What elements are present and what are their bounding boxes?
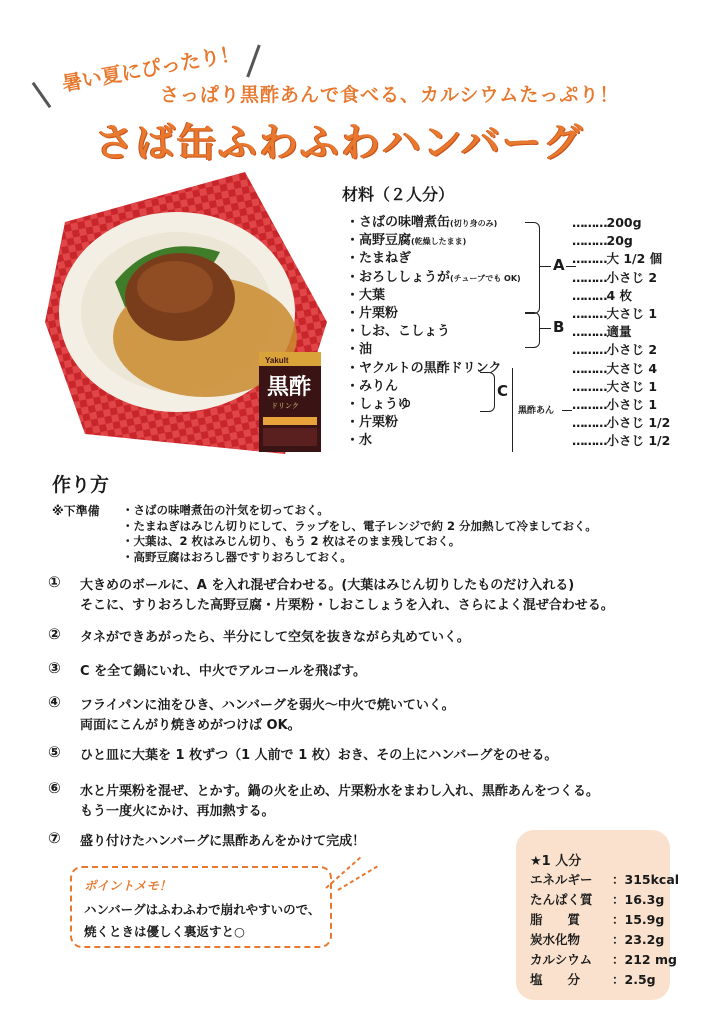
group-a-label: A: [553, 256, 565, 274]
step-number: ⑤: [48, 743, 61, 761]
bracket-b: [525, 312, 540, 348]
prep-line: ・大葉は、2 枚はみじん切り、もう 2 枚はそのまま残しておく。: [122, 534, 461, 548]
ingredient-qty: ………200g: [572, 215, 642, 230]
ingredient-qty: ………小さじ 1/2: [572, 433, 671, 449]
ingredient-qty: ………小さじ 1: [572, 397, 658, 412]
ingredient-qty: ………小さじ 1/2: [572, 415, 671, 431]
ingredient-qty: ………大 1/2 個: [572, 251, 663, 267]
step-number: ②: [48, 625, 61, 643]
ingredient-name: ・高野豆腐(乾燥したまま): [346, 233, 467, 249]
dish-photo: [45, 172, 327, 454]
step-text: ひと皿に大葉を 1 枚ずつ（1 人前で 1 枚）おき、その上にハンバーグをのせる。: [80, 748, 558, 763]
step-text: 水と片栗粉を混ぜ、とかす。鍋の火を止め、片栗粉水をまわし入れ、黒酢あんをつくる。: [80, 784, 599, 799]
bracket-an: [512, 368, 513, 452]
kurozu-drink-product: [259, 352, 321, 452]
ingredient-name: ・片栗粉: [346, 415, 399, 431]
product-name: 黒酢: [267, 375, 312, 400]
ingredient-qty: ………大さじ 1: [572, 378, 658, 394]
prep-line: ・さばの味噌煮缶の汁気を切っておく。: [122, 503, 329, 517]
ingredient-name: ・みりん: [346, 378, 399, 394]
nutrition-row: 脂 質 ：15.9g: [530, 912, 665, 927]
tagline-kurozu: さっぱり黒酢あんで食べる、カルシウムたっぷり！: [160, 84, 620, 106]
step-text: タネができあがったら、半分にして空気を抜きながら丸めていく。: [80, 630, 470, 645]
decor-slash-right: [246, 45, 260, 78]
ingredient-name: ・しょうゆ: [346, 397, 412, 412]
decor-slash-left: [32, 82, 52, 108]
kurozu-an-label: 黒酢あん: [518, 406, 555, 416]
ingredient-name: ・ヤクルトの黒酢ドリンク: [346, 360, 502, 376]
nutrition-title: ★1 人分: [530, 854, 582, 869]
prep-line: ・たまねぎはみじん切りにして、ラップをし、電子レンジで約 2 分加熱して冷ましておく。: [122, 518, 597, 533]
ingredient-name: ・おろししょうが(チューブでも OK): [346, 269, 521, 285]
ingredient-qty: ………大さじ 4: [572, 360, 658, 376]
memo-line: ハンバーグはふわふわで崩れやすいので、: [84, 902, 321, 917]
step-text: フライパンに油をひき、ハンバーグを弱火～中火で焼いていく。: [80, 698, 455, 713]
step-number: ④: [48, 693, 61, 711]
ingredient-name: ・さばの味噌煮缶(切り身のみ): [346, 215, 498, 230]
nutrition-row: 塩 分 ：2.5g: [530, 972, 656, 987]
step-number: ⑦: [48, 829, 61, 847]
ingredient-qty: ………20g: [572, 233, 633, 249]
prep-line: ・高野豆腐はおろし器ですりおろしておく。: [122, 549, 352, 564]
tagline-summer: 暑い夏にぴったり！: [60, 40, 242, 96]
ingredient-name: ・たまねぎ: [346, 251, 412, 267]
bracket-a-line: [539, 266, 551, 267]
bracket-a-line2: [566, 266, 576, 267]
step-text: もう一度火にかけ、再加熱する。: [80, 804, 275, 819]
ingredient-name: ・油: [346, 342, 373, 358]
ingredient-name: ・大葉: [346, 287, 386, 303]
recipe-title: さば缶ふわふわハンバーグ: [95, 121, 585, 166]
step-text: 盛り付けたハンバーグに黒酢あんをかけて完成！: [80, 834, 366, 849]
step-number: ③: [48, 659, 61, 677]
bracket-c: [480, 372, 495, 412]
ingredient-name: ・水: [346, 433, 373, 449]
ingredient-qty: ………適量: [572, 324, 632, 340]
step-text: そこに、すりおろした高野豆腐・片栗粉・しおこしょうを入れ、さらによく混ぜ合わせる。: [80, 598, 614, 613]
prep-label: ※下準備: [52, 504, 100, 518]
step-text: 両面にこんがり焼きめがつけば OK。: [80, 718, 301, 733]
memo-title: ポイントメモ！: [84, 878, 172, 893]
step-number: ⑥: [48, 779, 61, 797]
bracket-b-line: [539, 328, 551, 329]
product-sub: ドリンク: [271, 402, 299, 410]
group-b-label: B: [553, 318, 565, 336]
step-number: ①: [48, 573, 61, 591]
bracket-a: [525, 222, 540, 314]
ingredients-title: 材料（２人分）: [342, 185, 455, 204]
ingredient-qty: ………4 枚: [572, 287, 633, 303]
nutrition-row: カルシウム ：212 mg: [530, 952, 677, 967]
step-text: 大きめのボールに、A を入れ混ぜ合わせる。(大葉はみじん切りしたものだけ入れる): [80, 578, 575, 593]
ingredient-name: ・片栗粉: [346, 306, 399, 321]
bracket-an-line: [562, 410, 572, 411]
nutrition-row: 炭水化物 ：23.2g: [530, 932, 665, 947]
ingredient-qty: ………小さじ 2: [572, 342, 658, 358]
nutrition-row: エネルギー ：315kcal: [530, 872, 680, 887]
memo-line: 焼くときは優しく裏返すと○: [84, 924, 245, 939]
memo-speech-dashes: [322, 852, 382, 892]
group-c-label: C: [497, 382, 509, 400]
step-text: C を全て鍋にいれ、中火でアルコールを飛ばす。: [80, 664, 367, 679]
ingredient-qty: ………小さじ 2: [572, 269, 658, 285]
ingredient-qty: ………大さじ 1: [572, 306, 658, 321]
method-title: 作り方: [52, 474, 110, 496]
product-brand: Yakult: [265, 356, 289, 365]
nutrition-row: たんぱく質 ：16.3g: [530, 892, 665, 907]
ingredient-name: ・しお、こしょう: [346, 324, 451, 340]
